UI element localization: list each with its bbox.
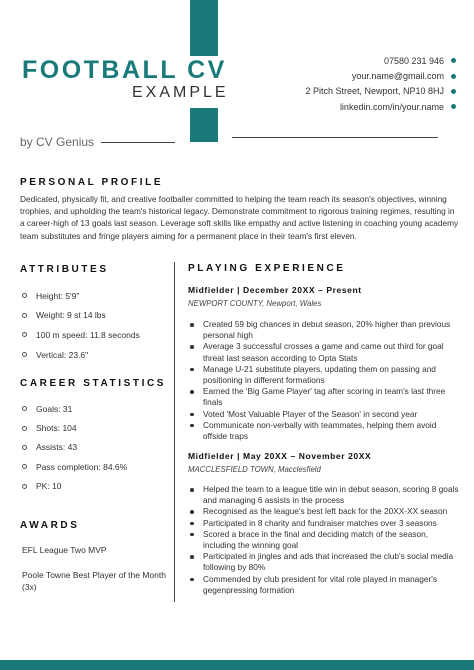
- bullet-dot-icon: [451, 74, 456, 79]
- job-title: Midfielder | May 20XX – November 20XX: [188, 451, 372, 461]
- job-bullets: [188, 484, 462, 596]
- attribute-weight: Weight: 9 st 14 lbs: [36, 310, 106, 321]
- bullet-dot-icon: [188, 574, 203, 596]
- byline: by CV Genius: [20, 135, 95, 149]
- byline-divider: [101, 142, 175, 143]
- list-item: Manage U-21 substitute players, updating them on passing and positioning in different formations: [188, 364, 462, 386]
- ring-bullet-icon: [22, 426, 27, 431]
- list-item: [22, 286, 172, 306]
- contact-linkedin[interactable]: [236, 99, 456, 114]
- ring-bullet-icon: [22, 332, 27, 337]
- bullet-dot-icon: [188, 319, 203, 341]
- list-item: Average 3 successful crosses a game and came out third for goal threat last season according to Opta Stats: [188, 341, 462, 363]
- ring-bullet-icon: [22, 464, 27, 469]
- bullet-dot-icon: [188, 420, 203, 442]
- award-item: EFL League Two MVP: [22, 545, 107, 555]
- ring-bullet-icon: [22, 445, 27, 450]
- award-item: Poole Towne Best Player of the Month (3x): [22, 570, 166, 592]
- stat-shots: Shots: 104: [36, 423, 77, 434]
- cv-title: FOOTBALL CV: [22, 56, 227, 84]
- bullet-dot-icon: [188, 484, 203, 506]
- contact-email-text[interactable]: your.name@gmail.com: [351, 71, 444, 82]
- profile-summary: Dedicated, physically fit, and creative footballer committed to helping the team reach its season's objectives, winning trophies, and upholding the team's historical legacy. Demonstrate commitment to rigorous training regimes, resulting in a career-high of 13 goals last season. Leverage soft skills like empathy and active listening in coaching young academy team substitutes and fringe players aiming for a permanent place in their team's first eleven.: [20, 194, 459, 241]
- bullet-dot-icon: [451, 104, 456, 109]
- list-item: [22, 438, 172, 457]
- bullet-dot-icon: [451, 89, 456, 94]
- section-heading-experience: PLAYING EXPERIENCE: [188, 263, 346, 274]
- accent-bar-top: [190, 0, 218, 56]
- list-item: Helped the team to a league title win in debut season, scoring 8 goals and managing 6 assists in the process: [188, 484, 462, 506]
- career-statistics-list: [22, 399, 172, 496]
- list-item: [22, 418, 172, 437]
- job-employer: MACCLESFIELD TOWN, Macclesfield: [188, 465, 321, 474]
- job-employer: NEWPORT COUNTY, Newport, Wales: [188, 299, 322, 308]
- list-item: [22, 477, 172, 496]
- section-heading-awards: AWARDS: [20, 520, 80, 531]
- list-item: [22, 345, 172, 365]
- job-title: Midfielder | December 20XX – Present: [188, 285, 362, 295]
- section-heading-career-statistics: CAREER STATISTICS: [20, 378, 167, 389]
- bullet-dot-icon: [188, 551, 203, 573]
- list-item: Scored a brace in the final and deciding match of the season, including the winning goal: [188, 529, 462, 551]
- stat-goals: Goals: 31: [36, 403, 73, 414]
- contact-phone-text: 07580 231 946: [383, 55, 444, 66]
- list-item: Commended by club president for vital role played in manager's gegenpressing formation: [188, 574, 462, 596]
- list-item: [22, 399, 172, 418]
- bullet-dot-icon: [451, 58, 456, 63]
- contact-email[interactable]: [236, 68, 456, 83]
- bullet-dot-icon: [188, 341, 203, 363]
- accent-bar-middle: [190, 108, 218, 142]
- list-item: Voted 'Most Valuable Player of the Season' in second year: [188, 409, 462, 420]
- attribute-height: Height: 5'9": [36, 290, 80, 301]
- list-item: Participated in jingles and ads that increased the club's social media following by 80%: [188, 551, 462, 573]
- stat-assists: Assists: 43: [36, 442, 78, 453]
- list-item: Communicate non-verbally with teammates, helping them avoid offside traps: [188, 420, 462, 442]
- attributes-list: [22, 286, 172, 364]
- footer-accent-bar: [0, 660, 474, 670]
- contact-address: [236, 84, 456, 99]
- ring-bullet-icon: [22, 352, 27, 357]
- stat-pass-completion: Pass completion: 84.6%: [36, 461, 128, 472]
- ring-bullet-icon: [22, 406, 27, 411]
- list-item: Earned the 'Big Game Player' tag after scoring in team's last three finals: [188, 386, 462, 408]
- bullet-dot-icon: [188, 529, 203, 551]
- section-heading-attributes: ATTRIBUTES: [20, 264, 109, 275]
- list-item: [22, 457, 172, 476]
- bullet-dot-icon: [188, 506, 203, 517]
- list-item: Participated in 8 charity and fundraiser matches over 3 seasons: [188, 518, 462, 529]
- bullet-dot-icon: [188, 409, 203, 420]
- list-item: Recognised as the league's best left back for the 20XX-XX season: [188, 506, 462, 517]
- bullet-dot-icon: [188, 386, 203, 408]
- bullet-dot-icon: [188, 364, 203, 386]
- list-item: [22, 325, 172, 345]
- attribute-vertical: Vertical: 23.6": [36, 349, 89, 360]
- contact-phone: [236, 53, 456, 68]
- contact-address-text: 2 Pitch Street, Newport, NP10 8HJ: [305, 86, 444, 97]
- bullet-dot-icon: [188, 518, 203, 529]
- section-heading-profile: PERSONAL PROFILE: [20, 177, 164, 188]
- ring-bullet-icon: [22, 313, 27, 318]
- contact-linkedin-text[interactable]: linkedin.com/in/your.name: [339, 101, 444, 112]
- list-item: [22, 306, 172, 326]
- job-bullets: [188, 319, 462, 442]
- cv-subtitle: EXAMPLE: [132, 84, 229, 101]
- stat-pk: PK: 10: [36, 481, 62, 492]
- contact-block: [236, 53, 456, 115]
- attribute-speed: 100 m speed: 11.8 seconds: [36, 329, 140, 340]
- ring-bullet-icon: [22, 293, 27, 298]
- ring-bullet-icon: [22, 484, 27, 489]
- column-divider: [174, 262, 175, 602]
- list-item: Created 59 big chances in debut season, 20% higher than previous personal high: [188, 319, 462, 341]
- contact-divider: [232, 137, 438, 138]
